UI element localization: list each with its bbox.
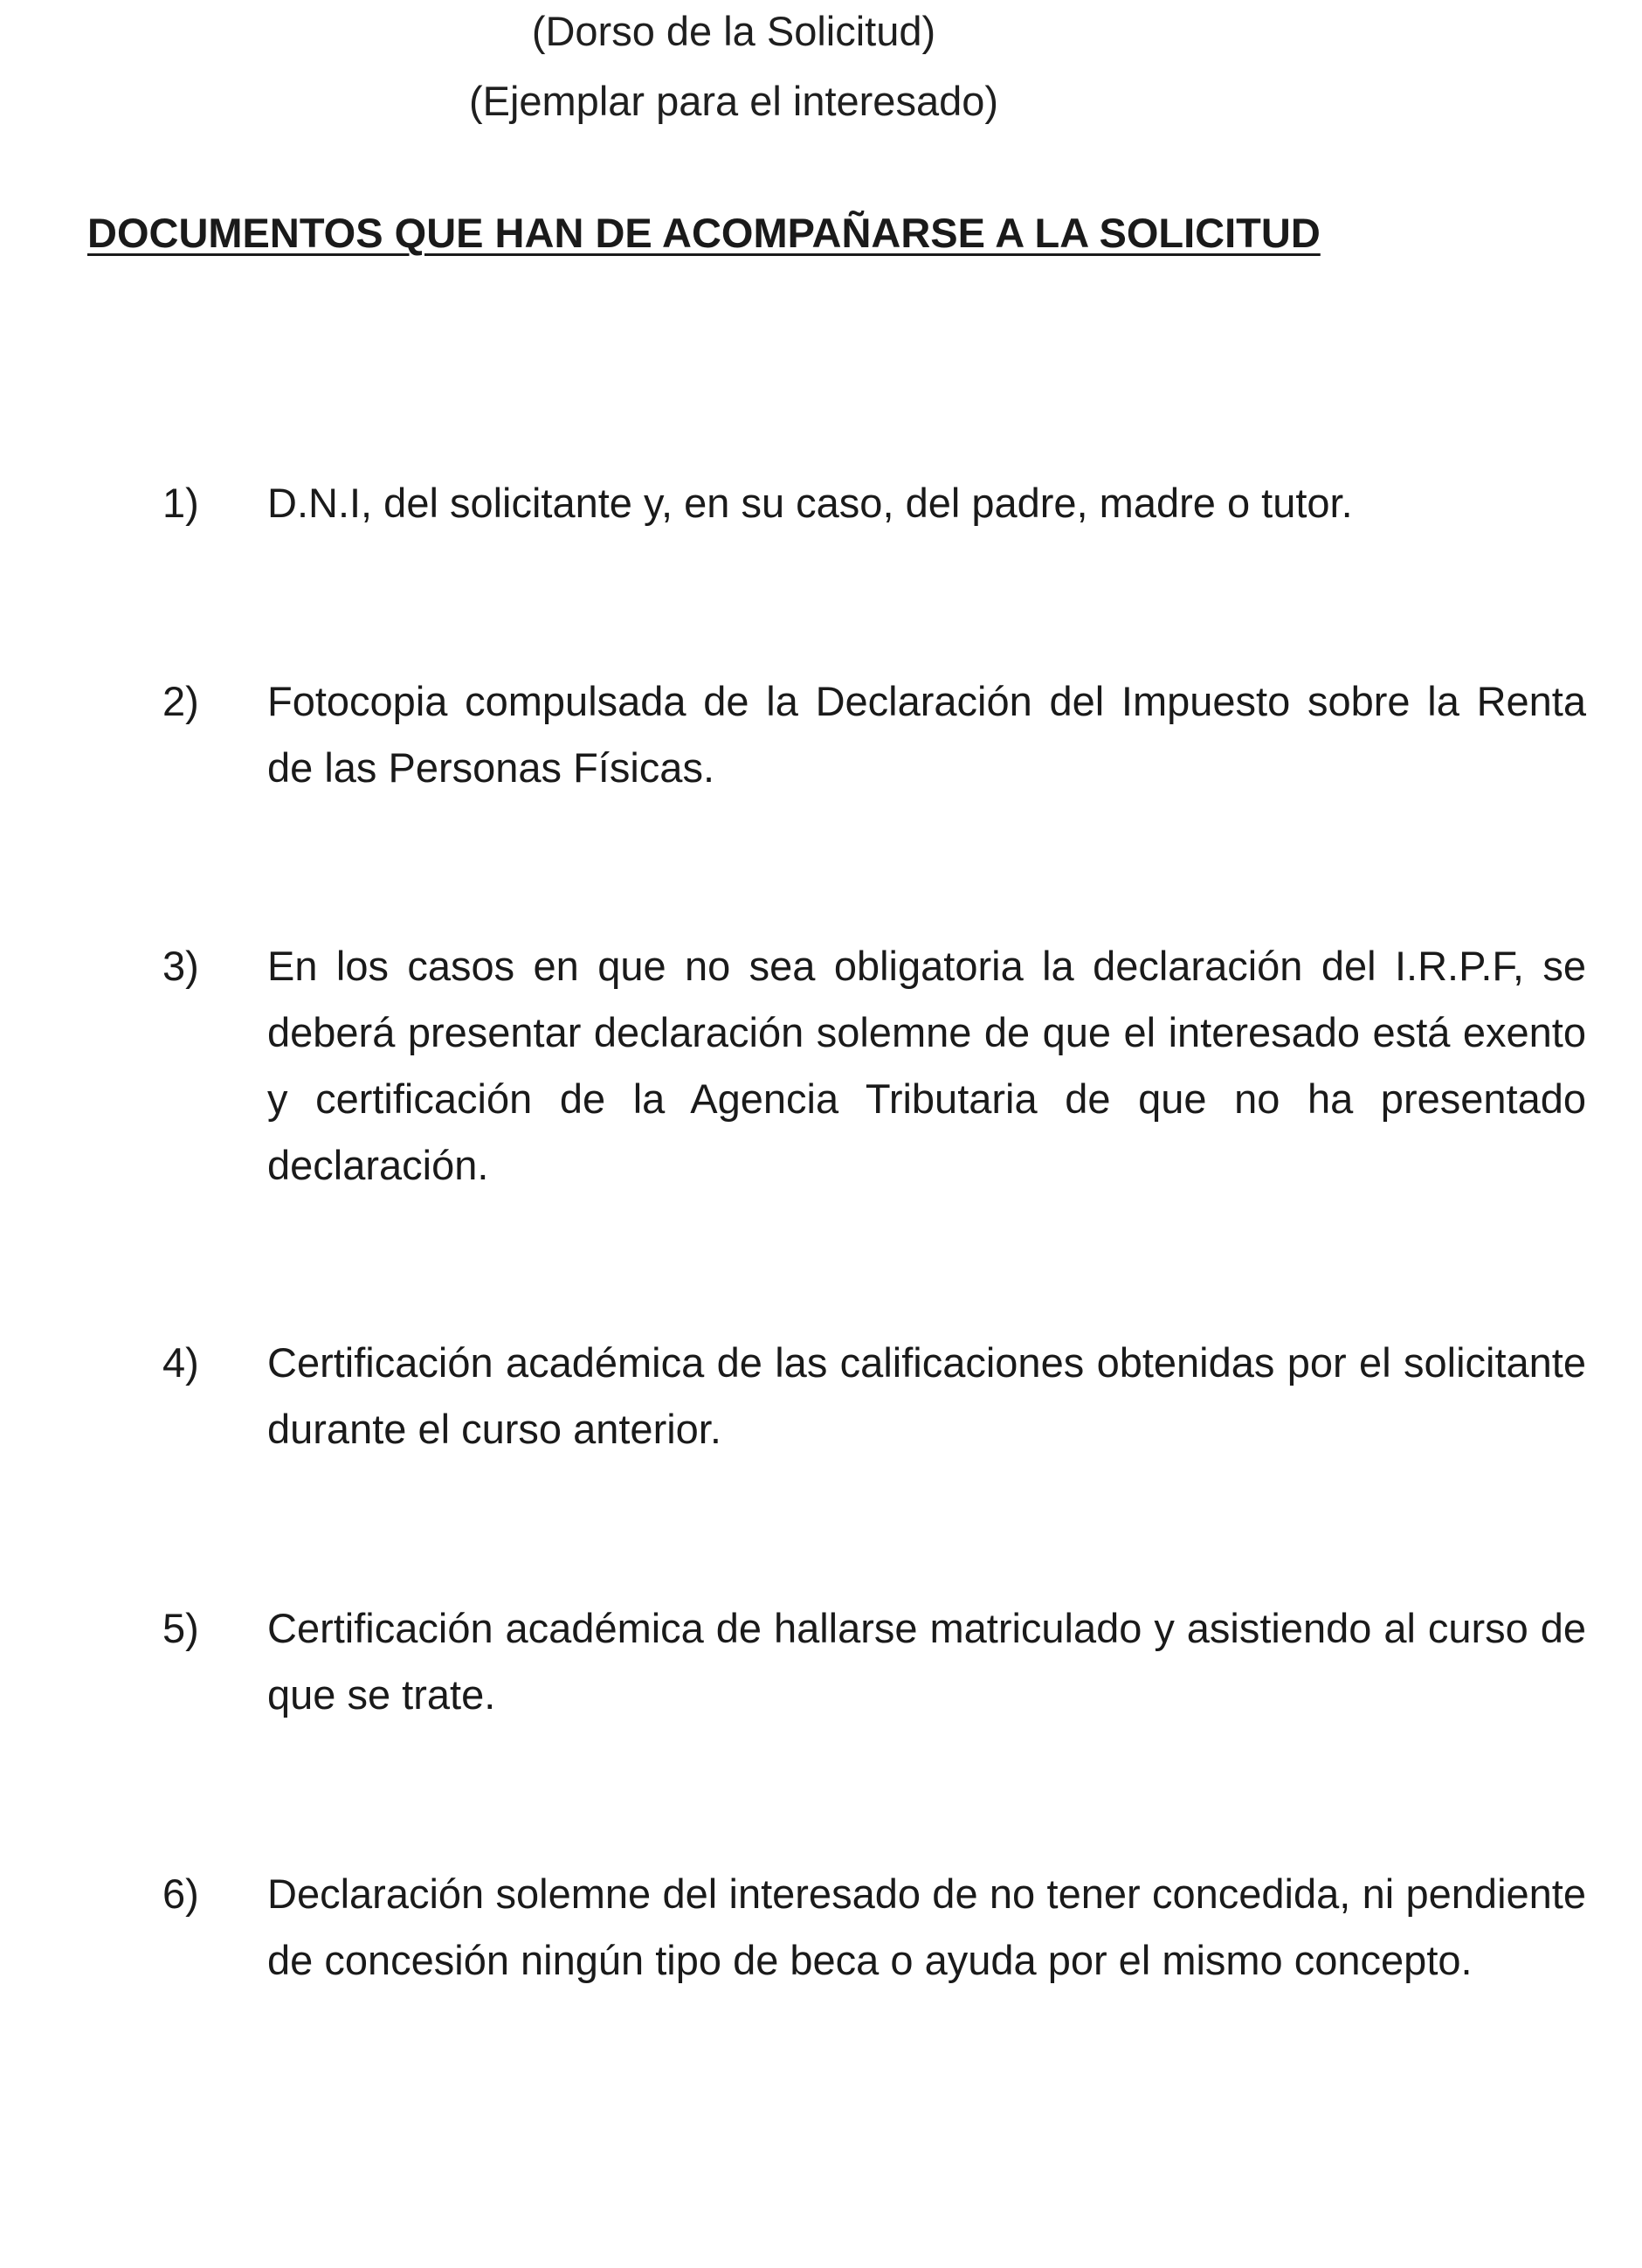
list-item-text: Declaración solemne del interesado de no tener concedida, ni pendiente de concesión ningún tipo de beca o ayuda por el mismo concepto.: [267, 1870, 1586, 1983]
list-item-number: 4): [162, 1339, 199, 1386]
list-item-number: 3): [162, 943, 199, 989]
list-item-number: 5): [162, 1605, 199, 1651]
list-item-text: Certificación académica de hallarse matriculado y asistiendo al curso de que se trate.: [267, 1605, 1586, 1718]
list-item-text: Certificación académica de las calificaciones obtenidas por el solicitante durante el curso anterior.: [267, 1339, 1586, 1452]
list-item-text: En los casos en que no sea obligatoria la declaración del I.R.P.F, se deberá presentar declaración solemne de que el interesado está exento y certificación de la Agencia Tributaria de que no ha presentado declaración.: [267, 943, 1586, 1188]
header-line-dorso: (Dorso de la Solicitud): [531, 8, 936, 54]
list-item-number: 1): [162, 480, 199, 526]
list-item-text: Fotocopia compulsada de la Declaración del Impuesto sobre la Renta de las Personas Físicas.: [267, 678, 1586, 791]
list-item-text: D.N.I, del solicitante y, en su caso, del padre, madre o tutor.: [267, 480, 1353, 526]
list-item-number: 2): [162, 678, 199, 724]
page-title: DOCUMENTOS QUE HAN DE ACOMPAÑARSE A LA SOLICITUD: [87, 210, 1321, 256]
list-item-number: 6): [162, 1870, 199, 1917]
header-line-ejemplar: (Ejemplar para el interesado): [468, 78, 999, 124]
